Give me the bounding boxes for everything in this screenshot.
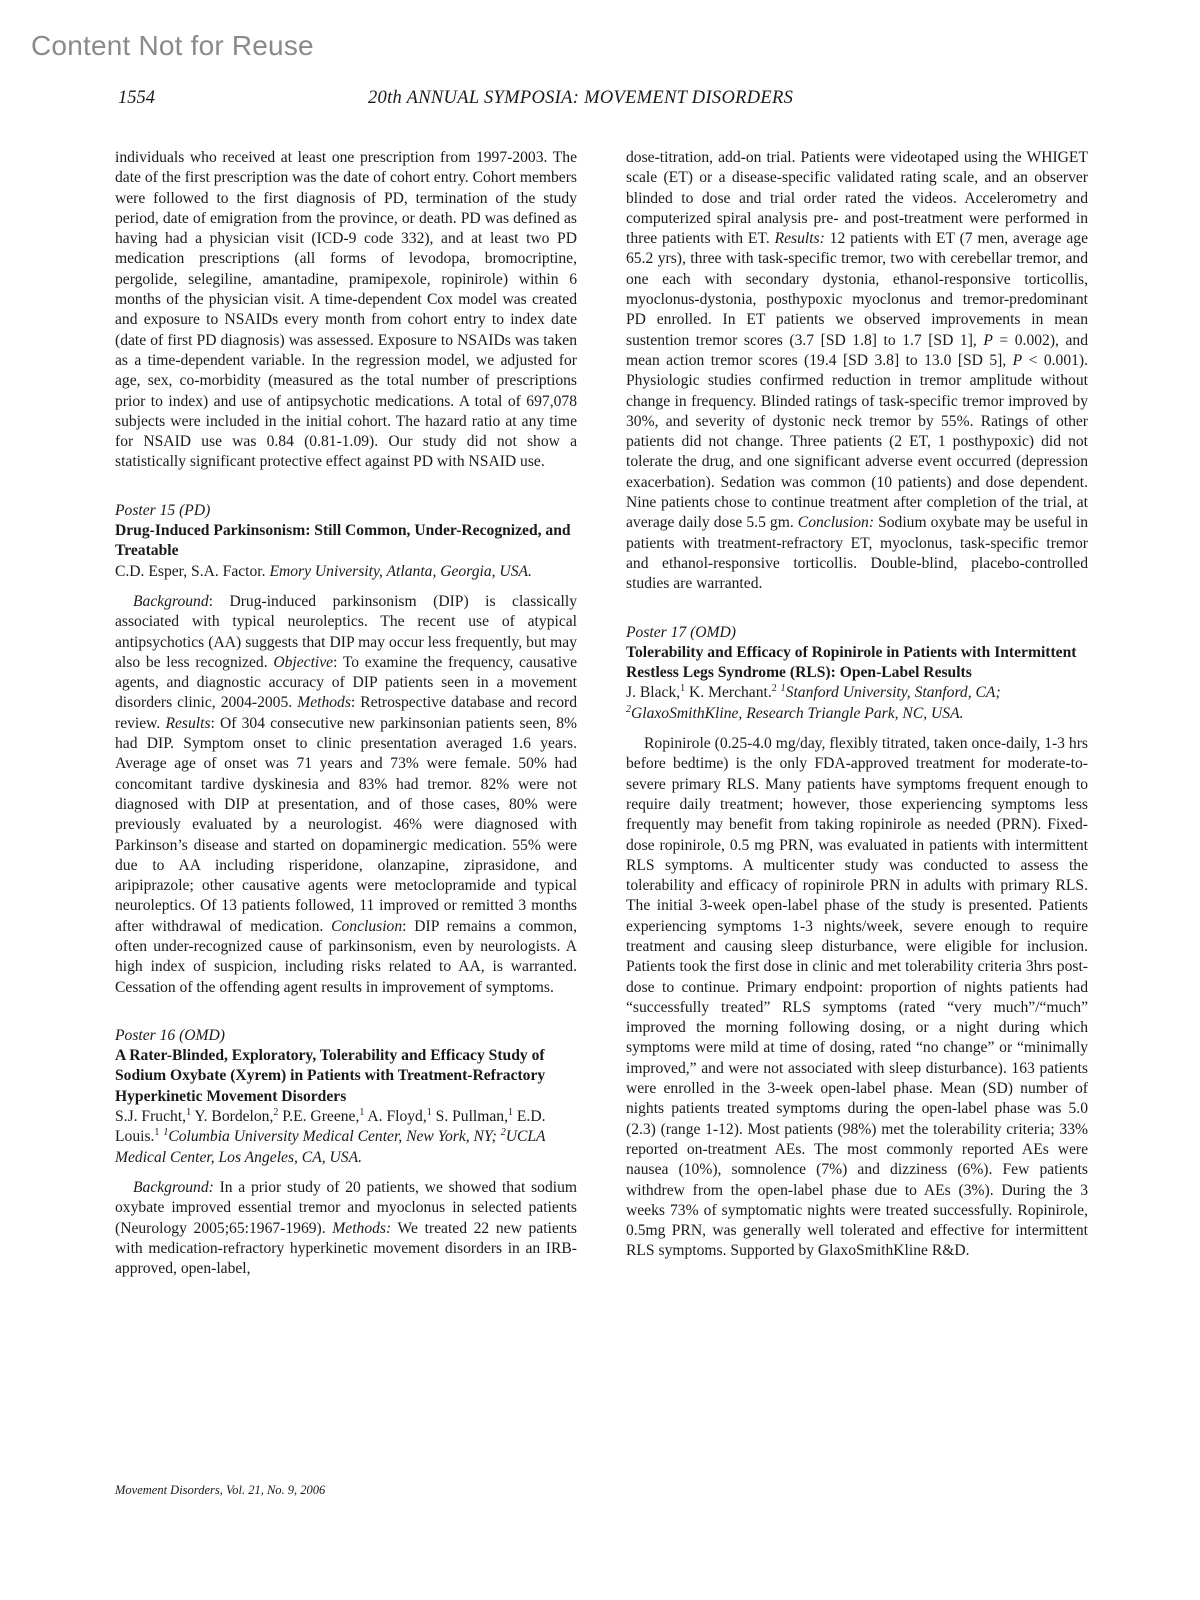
continued-abstract-text	[626, 148, 1088, 595]
poster-15-label: Poster 15 (PD)	[115, 501, 211, 519]
running-header	[118, 88, 1078, 112]
p-value-symbol: P	[1012, 351, 1023, 369]
conclusion-label: Conclusion:	[797, 514, 875, 532]
author: K. Merchant.	[685, 684, 772, 702]
superscript: 1	[359, 1106, 365, 1118]
author: A. Floyd,	[364, 1108, 427, 1126]
superscript: 1	[154, 1127, 160, 1139]
affiliation: GlaxoSmithKline, Research Triangle Park, NC, USA.	[631, 704, 964, 722]
right-column	[626, 148, 1088, 1262]
author: S. Pullman,	[431, 1108, 508, 1126]
superscript: 1	[426, 1106, 432, 1118]
background-text: : Drug-induced parkinsonism (DIP) is classically associated with typical neuroleptics. The recent use of atypical antipsychotics (AA) suggests that DIP may occur less frequently, but may also be less recognized.	[115, 592, 577, 671]
superscript: 2	[626, 703, 631, 715]
p-value-symbol: P	[983, 331, 993, 349]
superscript: 2	[771, 683, 777, 695]
superscript: 1	[780, 683, 786, 695]
background-text: In a prior study of 20 patients, we showed that sodium oxybate improved essential tremor and myoclonus in selected patients (Neurology 2005;65:1967-1969).	[115, 1178, 577, 1237]
poster-17-abstract: Ropinirole (0.25-4.0 mg/day, flexibly titrated, taken once-daily, 1-3 hrs before bedtime) is the only FDA-approved treatment for moderate-to-severe primary RLS. Many patients have symptoms frequent enough to require daily treatment; however, those experiencing symptoms less frequently may benefit from taking ropinirole as needed (PRN). Fixed-dose ropinirole, 0.5 mg PRN, was evaluated in patients with intermittent RLS symptoms. A multicenter study was conducted to assess the tolerability and efficacy of ropinirole PRN in adults with primary RLS. The initial 3-week open-label phase of the study is presented. Patients experiencing symptoms 1-3 nights/week, severe enough to require treatment and causing sleep disturbance, were eligible for inclusion. Patients took the first dose in clinic and met tolerability criteria 3hrs post-dose to continue. Primary endpoint: proportion of nights patients had “successfully treated” RLS symptoms (rated “very much”/“much” improved the morning following dosing, or a night during which symptoms were mild at time of dosing, rated “no change” or “minimally improved,” and were not associated with sleep disturbance). 163 patients were enrolled in the 3-week open-label phase. Mean (SD) number of nights patients treated symptoms during the open-label phase was 5.0 (2.3) (range 1-12). Most patients (98%) met the tolerability criteria; 33% reported on-treatment AEs. The most commonly reported AEs were nausea (10%), somnolence (7%) and dizziness (6%). Few patients withdrew from the open-label phase due to AEs (3%). During the 3 weeks 73% of symptomatic nights were treated successfully. Ropinirole, 0.5mg PRN, was generally well tolerated and effective for intermittent RLS symptoms. Supported by GlaxoSmithKline R&D.	[626, 735, 1088, 1260]
author-names: C.D. Esper, S.A. Factor.	[115, 562, 266, 580]
superscript: 1	[186, 1106, 192, 1118]
text-span: dose-titration, add-on trial. Patients were videotaped using the WHIGET scale (ET) or a disease-specific validated rating scale, and an observer blinded to dose and trial order rated the videos. Accelerometry and computerized spiral analysis pre- and post-treatment were performed in three patients with ET.	[626, 149, 1088, 248]
author: P.E. Greene,	[278, 1108, 360, 1126]
text-span: Sodium oxybate may be useful in patients with treatment-refractory ET, myoclonus, task-specific tremor and ethanol-responsive torticollis. Double-blind, placebo-controlled studies are warranted.	[626, 514, 1088, 593]
affiliation: UCLA Medical Center, Los Angeles, CA, USA.	[115, 1128, 546, 1166]
continued-abstract-text: individuals who received at least one prescription from 1997-2003. The date of the first prescription was the date of cohort entry. Cohort members were followed to the first diagnosis of PD, termination of the study period, date of emigration from the province, or death. PD was defined as having had a physician visit (ICD-9 code 332), and at least two PD medication prescriptions (all forms of levodopa, bromocriptine, pergolide, selegiline, amantadine, pramipexole, ropinirole) within 6 months of the physician visit. A time-dependent Cox model was created and exposure to NSAIDs every month from cohort entry to index date (date of first PD diagnosis) was assessed. Exposure to NSAIDs was taken as a time-dependent variable. In the regression model, we adjusted for age, sex, co-morbidity (measured as the total number of prescriptions prior to index) and use of antipsychotic medications. A total of 697,078 subjects were included in the initial cohort. The hazard ratio at any time for NSAID use was 0.84 (0.81-1.09). Our study did not show a statistically significant protective effect against PD with NSAID use.	[115, 149, 577, 471]
affiliation: Emory University, Atlanta, Georgia, USA.	[269, 562, 532, 580]
poster-16-authors	[115, 1107, 577, 1168]
results-label: Results	[165, 714, 211, 732]
author: E.D. Louis.	[115, 1108, 546, 1146]
conclusion-label: Conclusion	[331, 917, 403, 935]
journal-footer: Movement Disorders, Vol. 21, No. 9, 2006	[115, 1483, 326, 1497]
superscript: 2	[500, 1127, 506, 1139]
watermark: Content Not for Reuse	[31, 30, 314, 61]
poster-15-authors	[115, 562, 577, 582]
author: J. Black,	[626, 684, 681, 702]
superscript: 1	[680, 683, 686, 695]
objective-text: : To examine the frequency, causative agents, and diagnostic accuracy of DIP patients seen in a movement disorders clinic, 2004-2005.	[115, 653, 577, 712]
poster-15-abstract	[115, 592, 577, 998]
left-column	[115, 148, 577, 1279]
poster-17-title: Tolerability and Efficacy of Ropinirole in Patients with Intermittent Restless Legs Syndrome (RLS): Open-Label Results	[626, 643, 1077, 682]
poster-17-label: Poster 17 (OMD)	[626, 623, 737, 641]
affiliation: Columbia University Medical Center, New York, NY;	[168, 1128, 497, 1146]
text-span: = 0.002), and mean action tremor scores (19.4 [SD 3.8] to 13.0 [SD 5],	[626, 331, 1088, 369]
methods-label: Methods:	[332, 1219, 392, 1237]
superscript: 2	[273, 1106, 279, 1118]
author: Y. Bordelon,	[191, 1108, 274, 1126]
poster-16-label: Poster 16 (OMD)	[115, 1026, 226, 1044]
superscript: 1	[508, 1106, 513, 1118]
poster-16-abstract	[115, 1178, 577, 1279]
results-label: Results:	[774, 230, 825, 248]
poster-17-authors	[626, 683, 1088, 724]
background-label: Background	[133, 592, 209, 610]
conclusion-text: : DIP remains a common, often under-recognized cause of parkinsonism, even by neurologists. A high index of suspicion, including risks related to AA, is warranted. Cessation of the offending agent results in improvement of symptoms.	[115, 917, 578, 996]
superscript: 1	[163, 1127, 169, 1139]
text-span: 12 patients with ET (7 men, average age 65.2 yrs), three with task-specific tremor, two with cerebellar tremor, and one each with secondary dystonia, ethanol-responsive torticollis, myoclonus-dystonia, posthypoxic myoclonus and tremor-predominant PD enrolled. In ET patients we observed improvements in mean sustention tremor scores (3.7 [SD 1.8] to 1.7 [SD 1],	[626, 230, 1088, 349]
poster-16-title: A Rater-Blinded, Exploratory, Tolerability and Efficacy Study of Sodium Oxybate (Xyrem) in Patients with Treatment-Refractory Hyperkinetic Movement Disorders	[115, 1047, 546, 1105]
results-text: : Of 304 consecutive new parkinsonian patients seen, 8% had DIP. Symptom onset to clinic presentation averaged 1.6 years. Average age of onset was 71 years and 73% were female. 50% had concomitant tardive dyskinesia and 83% had tremor. 82% were not diagnosed with DIP at presentation, and of those cases, 80% were previously evaluated by a neurologist. 46% were diagnosed with Parkinson’s disease and started on dopaminergic medication. 55% were due to AA including risperidone, olanzapine, ziprasidone, and aripiprazole; other causative agents were metoclopramide and typical neuroleptics. Of 13 patients followed, 11 improved or remitted 3 months after withdrawal of medication.	[115, 714, 577, 935]
background-label: Background:	[133, 1178, 214, 1196]
affiliation: Stanford University, Stanford, CA;	[785, 684, 1001, 702]
text-span: < 0.001). Physiologic studies confirmed reduction in tremor amplitude without change in frequency. Blinded ratings of task-specific tremor improved by 30%, and severity of dystonic neck tremor by 55%. Ratings of other patients did not change. Three patients (2 ET, 1 posthypoxic) did not tolerate the drug, and one significant adverse event occurred (depression exacerbation). Sedation was common (10 patients) and dose dependent. Nine patients chose to continue treatment after completion of the trial, at average daily dose 5.5 gm.	[626, 351, 1088, 532]
methods-text: : Retrospective database and record review.	[115, 694, 578, 732]
author: S.J. Frucht,	[115, 1108, 187, 1126]
page-number: 1554	[118, 88, 155, 108]
methods-label: Methods	[297, 694, 351, 712]
objective-label: Objective	[273, 653, 334, 671]
methods-text: We treated 22 new patients with medication-refractory hyperkinetic movement disorders in an IRB-approved, open-label,	[115, 1219, 577, 1278]
poster-15-title: Drug-Induced Parkinsonism: Still Common, Under-Recognized, and Treatable	[115, 522, 571, 560]
section-title: 20th ANNUAL SYMPOSIA: MOVEMENT DISORDERS	[368, 88, 794, 108]
